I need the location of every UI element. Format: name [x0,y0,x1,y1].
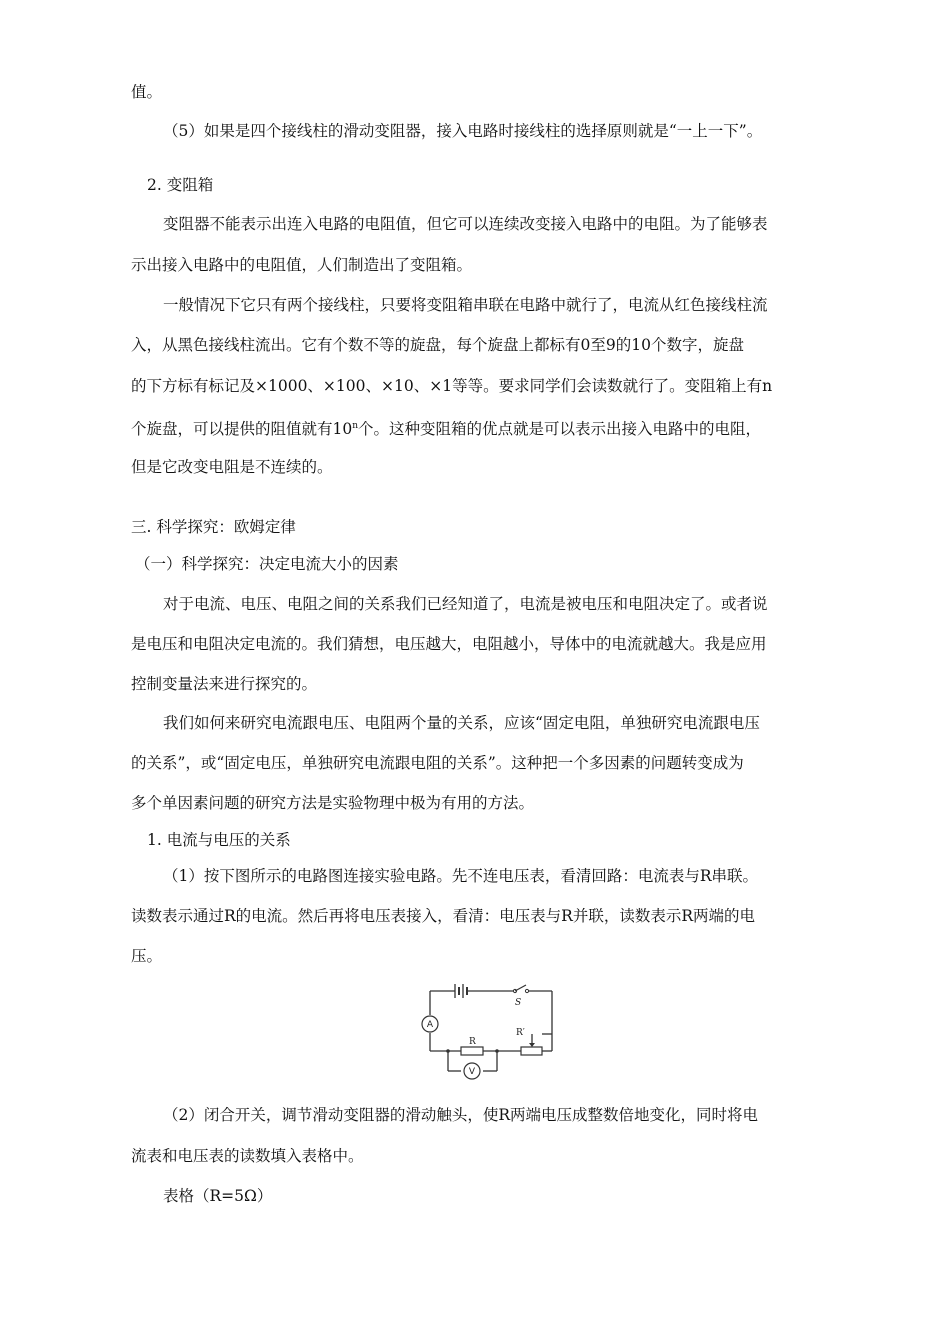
text-line: 的关系”，或“固定电压，单独研究电流跟电阻的关系”。这种把一个多因素的问题转变成为 [131,754,744,772]
text-line: 示出接入电路中的电阻值，人们制造出了变阻箱。 [131,256,473,274]
text-line: 但是它改变电阻是不连续的。 [131,458,333,476]
ammeter-label: A [426,1020,434,1030]
text-line: （1）按下图所示的电路图连接实验电路。先不连电压表，看清回路：电流表与R串联。 [163,867,759,885]
text-segment: 个。这种变阻箱的优点就是可以表示出接入电路中的电阻， [358,420,762,439]
switch-label: S [515,998,522,1008]
text-line: 入，从黑色接线柱流出。它有个数不等的旋盘，每个旋盘上都标有0至9的10个数字，旋盘 [131,336,744,354]
text-line: （2）闭合开关，调节滑动变阻器的滑动触头，使R两端电压成整数倍地变化，同时将电 [163,1106,759,1124]
switch-icon [513,985,528,993]
section-heading: 2. 变阻箱 [147,176,214,194]
resistor-label: R [469,1037,476,1047]
text-line: 变阻器不能表示出连入电路的电阻值，但它可以连续改变接入电路中的电阻。为了能够表 [163,215,768,233]
text-line: 流表和电压表的读数填入表格中。 [131,1147,364,1165]
text-line: 是电压和电阻决定电流的。我们猜想，电压越大，电阻越小，导体中的电流就越大。我是应用 [131,635,767,653]
text-line: 一般情况下它只有两个接线柱，只要将变阻箱串联在电路中就行了，电流从红色接线柱流 [163,296,768,314]
text-line: 控制变量法来进行探究的。 [131,675,318,693]
voltmeter-label: V [468,1067,476,1077]
text-line: 值。 [131,83,163,101]
superscript-n: n [352,421,359,431]
rheostat-icon [521,1043,542,1055]
text-line: 压。 [131,947,163,965]
table-caption: 表格（R=5Ω） [163,1187,273,1205]
text-line: 我们如何来研究电流跟电压、电阻两个量的关系，应该“固定电阻，单独研究电流跟电压 [163,714,760,732]
section-heading: 三. 科学探究：欧姆定律 [131,518,296,536]
text-line: 多个单因素问题的研究方法是实验物理中极为有用的方法。 [131,794,535,812]
section-heading: 1. 电流与电压的关系 [147,831,291,849]
text-line: （5）如果是四个接线柱的滑动变阻器，接入电路时接线柱的选择原则就是“一上一下”。 [163,122,763,140]
text-line: 读数表示通过R的电流。然后再将电压表接入，看清：电压表与R并联，读数表示R两端的电 [131,907,756,925]
text-line-superscript [131,416,761,439]
text-segment: 个旋盘，可以提供的阻值就有10 [131,420,353,439]
circuit-diagram [415,973,560,1096]
text-line: 的下方标有标记及×1000、×100、×10、×1等等。要求同学们会读数就行了。变阻箱上有n [131,377,773,395]
text-line: 对于电流、电压、电阻之间的关系我们已经知道了，电流是被电压和电阻决定了。或者说 [163,595,768,613]
rheostat-label: R′ [516,1028,525,1038]
battery-icon [455,984,467,998]
subsection-heading: （一）科学探究：决定电流大小的因素 [135,555,399,573]
resistor-icon [461,1047,483,1055]
